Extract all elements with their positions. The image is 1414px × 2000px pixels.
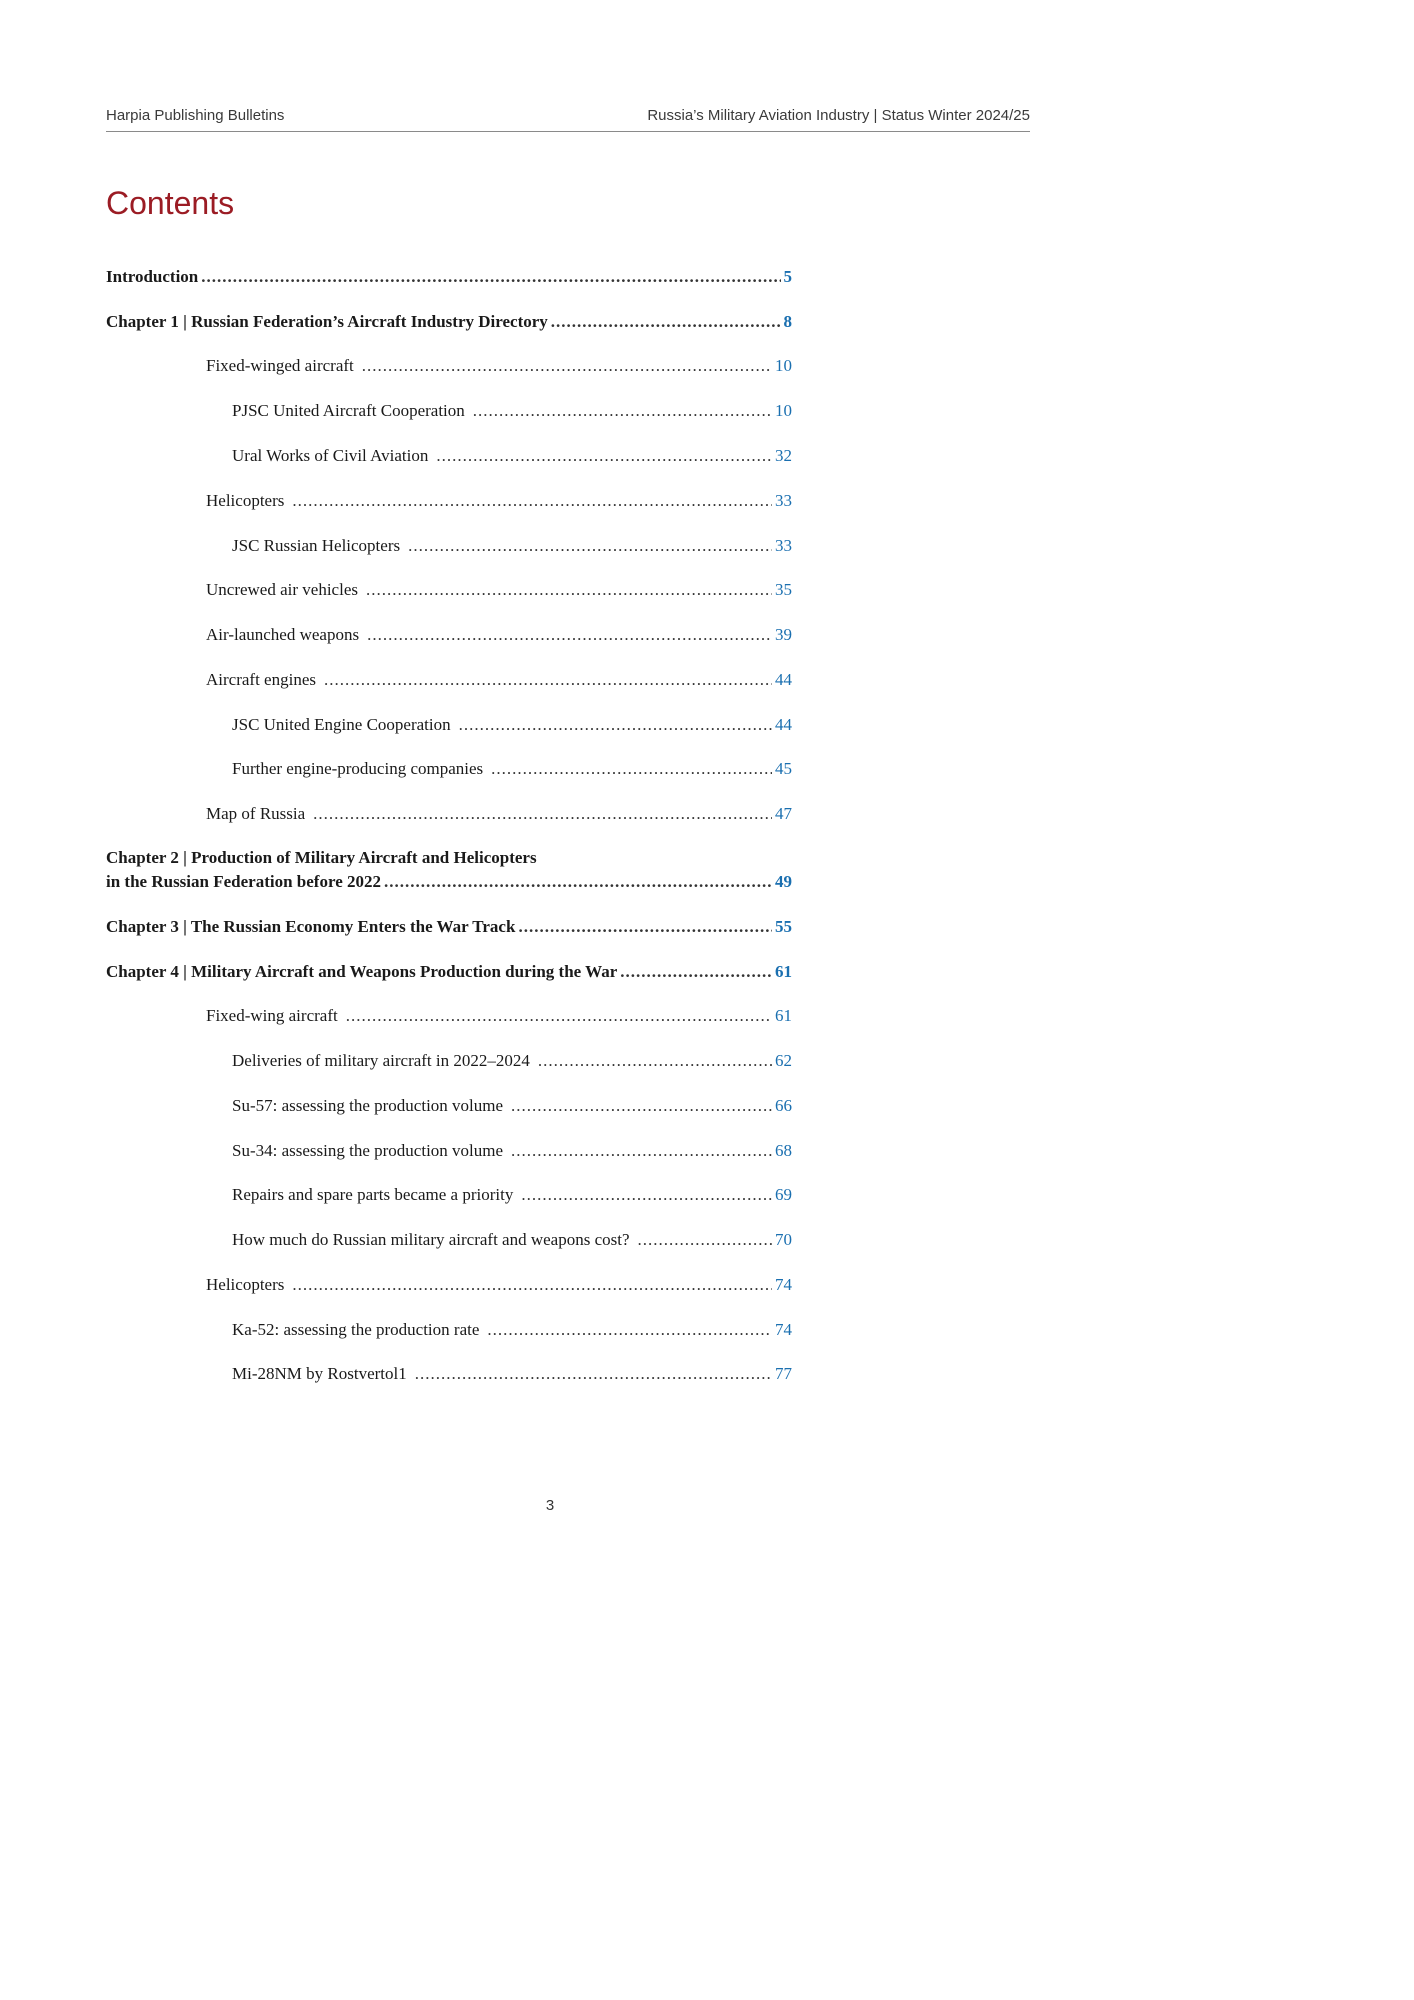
toc-entry-su-57[interactable] [232,1094,792,1118]
toc-entry-page: 5 [783,267,792,286]
leader-dots [201,265,780,289]
toc-entry-label: How much do Russian military aircraft and weapons cost? [232,1230,630,1249]
toc-entry-page: 44 [775,670,792,689]
toc-entry-helicopters[interactable] [206,489,792,513]
toc-entry-fixed-wing-aircraft[interactable] [206,1004,792,1028]
leader-dots [511,1094,772,1118]
toc-entry-cost[interactable] [232,1228,792,1252]
toc-entry-helicopters-ch4[interactable] [206,1273,792,1297]
toc-entry-label: Ural Works of Civil Aviation [232,446,429,465]
toc-entry-chapter-2[interactable] [106,846,792,894]
leader-dots [384,870,772,894]
toc-entry-page: 55 [775,917,792,936]
toc-entry-label-line1: Chapter 2 | Production of Military Aircraft and Helicopters [106,848,537,867]
leader-dots [346,1004,772,1028]
toc-entry-label: Uncrewed air vehicles [206,580,358,599]
toc-entry-page: 39 [775,625,792,644]
toc-entry-pjsc-uac[interactable] [232,399,792,423]
toc-entry-label: Helicopters [206,1275,285,1294]
toc-entry-label: Fixed-wing aircraft [206,1006,338,1025]
toc-entry-label: Map of Russia [206,804,306,823]
page-title: Contents [106,185,235,221]
toc-entry-label: Further engine-producing companies [232,759,484,778]
toc-entry-label: Su-57: assessing the production volume [232,1096,504,1115]
toc-entry-label: Air-launched weapons [206,625,360,644]
toc-entry-page: 33 [775,536,792,555]
toc-entry-page: 33 [775,491,792,510]
page-number: 3 [545,1497,555,1514]
toc-entry-label: Repairs and spare parts became a priority [232,1185,514,1204]
toc-entry-chapter-1[interactable] [106,310,792,334]
header-title: Russia’s Military Aviation Industry | Status Winter 2024/25 [647,107,1030,124]
toc-entry-aircraft-engines[interactable] [206,668,792,692]
toc-entry-page: 62 [775,1051,792,1070]
leader-dots [538,1049,772,1073]
toc-entry-page: 77 [775,1364,792,1383]
leader-dots [367,623,772,647]
toc-entry-deliveries[interactable] [232,1049,792,1073]
leader-dots [313,802,772,826]
toc-entry-ka-52[interactable] [232,1318,792,1342]
leader-dots [620,960,772,984]
toc-entry-label: JSC United Engine Cooperation [232,715,451,734]
toc-entry-label: Ka-52: assessing the production rate [232,1320,480,1339]
toc-entry-united-engine[interactable] [232,713,792,737]
toc-entry-chapter-4[interactable] [106,960,792,984]
toc-entry-page: 10 [775,401,792,420]
toc-entry-ural-works[interactable] [232,444,792,468]
toc-entry-fixed-winged-aircraft[interactable] [206,354,792,378]
toc-entry-label: Chapter 1 | Russian Federation’s Aircraft Industry Directory [106,312,548,331]
toc-entry-label-line2: in the Russian Federation before 2022 [106,872,381,891]
toc-entry-map-of-russia[interactable] [206,802,792,826]
toc-entry-label: Aircraft engines [206,670,316,689]
toc-entry-label: JSC Russian Helicopters [232,536,401,555]
toc-entry-label: Chapter 3 | The Russian Economy Enters the War Track [106,917,516,936]
leader-dots [459,713,772,737]
leader-dots [638,1228,772,1252]
leader-dots [366,578,772,602]
toc-entry-page: 10 [775,356,792,375]
leader-dots [292,1273,772,1297]
toc-entry-page: 47 [775,804,792,823]
toc-entry-page: 69 [775,1185,792,1204]
toc-entry-page: 74 [775,1320,792,1339]
toc-entry-su-34[interactable] [232,1139,792,1163]
toc-entry-page: 68 [775,1141,792,1160]
leader-dots [487,1318,772,1342]
leader-dots [521,1183,772,1207]
leader-dots [415,1362,772,1386]
leader-dots [491,757,772,781]
leader-dots [324,668,772,692]
toc-entry-page: 70 [775,1230,792,1249]
leader-dots [511,1139,772,1163]
toc-entry-repairs[interactable] [232,1183,792,1207]
toc-entry-label: Mi-28NM by Rostvertol1 [232,1364,407,1383]
toc-entry-page: 35 [775,580,792,599]
toc-entry-label: Deliveries of military aircraft in 2022–2024 [232,1051,530,1070]
toc-entry-label: Helicopters [206,491,285,510]
toc-entry-page: 49 [775,872,792,891]
toc-entry-page: 66 [775,1096,792,1115]
toc-entry-page: 44 [775,715,792,734]
toc-entry-air-launched-weapons[interactable] [206,623,792,647]
toc-entry-page: 74 [775,1275,792,1294]
toc-entry-uncrewed-air-vehicles[interactable] [206,578,792,602]
toc-entry-chapter-3[interactable] [106,915,792,939]
toc-entry-page: 61 [775,962,792,981]
toc-entry-label: PJSC United Aircraft Cooperation [232,401,465,420]
toc-entry-label: Su-34: assessing the production volume [232,1141,504,1160]
toc-entry-page: 32 [775,446,792,465]
toc-entry-label: Fixed-winged aircraft [206,356,354,375]
header-publication: Harpia Publishing Bulletins [106,107,285,124]
toc-entry-page: 8 [783,312,792,331]
toc-entry-introduction[interactable] [106,265,792,289]
leader-dots [292,489,772,513]
toc-entry-page: 45 [775,759,792,778]
leader-dots [362,354,772,378]
toc-entry-label: Chapter 4 | Military Aircraft and Weapons Production during the War [106,962,618,981]
toc-entry-further-engine-companies[interactable] [232,757,792,781]
toc-entry-russian-helicopters[interactable] [232,534,792,558]
toc-entry-label: Introduction [106,267,199,286]
toc-entry-mi-28nm[interactable] [232,1362,792,1386]
leader-dots [408,534,772,558]
leader-dots [551,310,781,334]
toc-entry-page: 61 [775,1006,792,1025]
leader-dots [518,915,772,939]
leader-dots [436,444,772,468]
leader-dots [473,399,772,423]
